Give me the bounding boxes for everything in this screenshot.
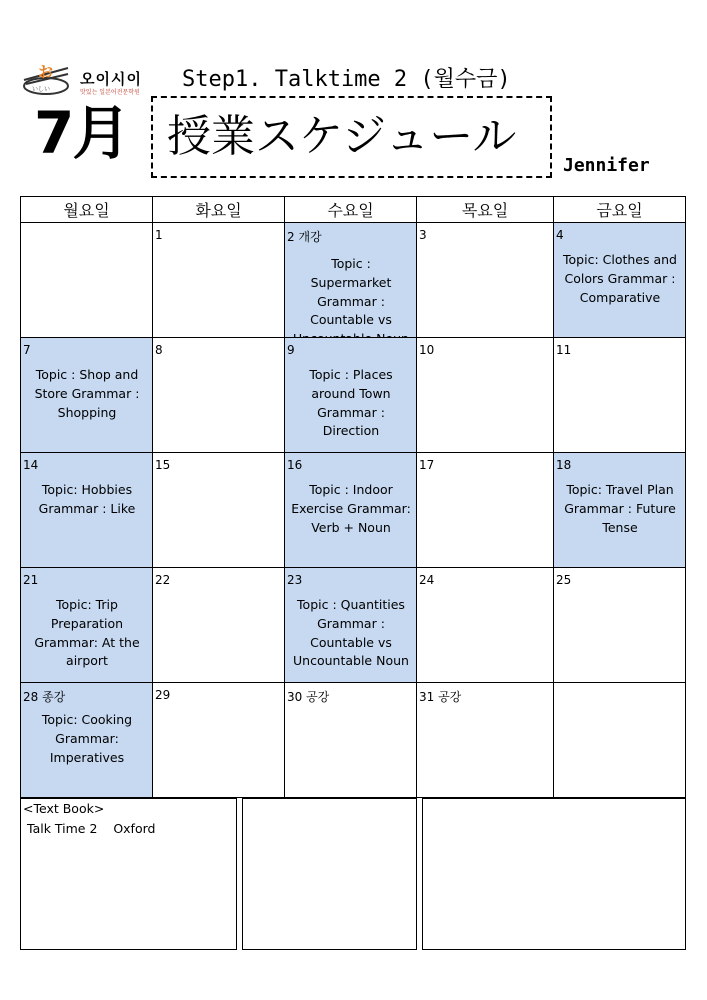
day-cell bbox=[554, 338, 686, 453]
day-number: 15 bbox=[155, 458, 171, 472]
lesson-topic: Topic: Trip Preparation Grammar: At the airport bbox=[34, 597, 140, 669]
schedule-title: 授業スケジュール bbox=[167, 111, 517, 162]
day-cell bbox=[554, 683, 686, 798]
week-row bbox=[21, 683, 686, 798]
day-cell bbox=[21, 223, 153, 338]
day-cell bbox=[417, 683, 554, 798]
schedule-title-box bbox=[151, 96, 552, 178]
day-cell bbox=[285, 223, 417, 338]
schedule-calendar bbox=[20, 196, 686, 798]
day-number: 1 bbox=[155, 228, 163, 242]
week-row bbox=[21, 223, 686, 338]
day-number: 10 bbox=[419, 343, 435, 357]
svg-text:お: お bbox=[38, 63, 54, 81]
lesson-topic: Topic: Hobbies Grammar : Like bbox=[38, 482, 136, 516]
day-cell bbox=[554, 223, 686, 338]
month-label: 7月 bbox=[34, 99, 129, 167]
notes-box bbox=[242, 798, 417, 950]
lesson-topic: Topic: Clothes and Colors Grammar : Comparative bbox=[563, 252, 677, 305]
weekday-header: 금요일 bbox=[554, 197, 686, 223]
day-cell bbox=[21, 683, 153, 798]
day-cell bbox=[21, 568, 153, 683]
day-number: 28 종강 bbox=[23, 690, 66, 704]
day-number: 8 bbox=[155, 343, 163, 357]
day-number: 23 bbox=[287, 573, 303, 587]
day-cell bbox=[417, 568, 554, 683]
lesson-topic: Topic : Quantities Grammar : Countable vs Uncountable Noun bbox=[293, 597, 409, 669]
day-number: 25 bbox=[556, 573, 572, 587]
week-row bbox=[21, 453, 686, 568]
weekday-header-row bbox=[21, 197, 686, 223]
day-number: 21 bbox=[23, 573, 39, 587]
day-number: 24 bbox=[419, 573, 435, 587]
day-cell bbox=[285, 453, 417, 568]
day-number: 7 bbox=[23, 343, 31, 357]
week-row bbox=[21, 568, 686, 683]
lesson-topic: Topic : Shop and Store Grammar : Shopping bbox=[34, 367, 140, 420]
day-cell bbox=[417, 338, 554, 453]
day-cell bbox=[285, 683, 417, 798]
chopsticks-bowl-icon bbox=[22, 60, 70, 96]
day-cell bbox=[285, 568, 417, 683]
day-number: 18 bbox=[556, 458, 572, 472]
weekday-header: 수요일 bbox=[285, 197, 417, 223]
teacher-name: Jennifer bbox=[563, 155, 650, 176]
day-cell bbox=[285, 338, 417, 453]
weekday-header: 목요일 bbox=[417, 197, 554, 223]
day-cell bbox=[21, 453, 153, 568]
academy-logo bbox=[22, 60, 157, 96]
week-row bbox=[21, 338, 686, 453]
day-number: 29 bbox=[155, 688, 171, 702]
weekday-header: 월요일 bbox=[21, 197, 153, 223]
day-cell bbox=[153, 338, 285, 453]
logo-subtitle: 맛있는 일본어전문학원 bbox=[80, 89, 140, 96]
textbook-heading: <Text Book> bbox=[23, 801, 105, 816]
lesson-topic: Topic: Cooking Grammar: Imperatives bbox=[41, 712, 133, 765]
day-number: 30 공강 bbox=[287, 690, 330, 704]
textbook-box bbox=[20, 798, 237, 950]
lesson-topic: Topic: Travel Plan Grammar : Future Tense bbox=[564, 482, 676, 535]
lesson-topic: Topic : Places around Town Grammar : Direction bbox=[309, 367, 393, 439]
day-cell bbox=[153, 568, 285, 683]
svg-text:いしい: いしい bbox=[32, 86, 51, 93]
day-number: 17 bbox=[419, 458, 435, 472]
day-cell bbox=[554, 568, 686, 683]
day-cell bbox=[153, 453, 285, 568]
day-number: 11 bbox=[556, 343, 572, 357]
day-number: 4 bbox=[556, 228, 564, 242]
day-number: 31 공강 bbox=[419, 690, 462, 704]
day-number: 16 bbox=[287, 458, 303, 472]
weekday-header: 화요일 bbox=[153, 197, 285, 223]
day-number: 3 bbox=[419, 228, 427, 242]
day-number: 2 개강 bbox=[287, 230, 322, 244]
textbook-content: Talk Time 2 Oxford bbox=[27, 821, 156, 836]
logo-text: 오이시이 bbox=[80, 70, 142, 88]
day-number: 22 bbox=[155, 573, 171, 587]
day-cell bbox=[21, 338, 153, 453]
day-cell bbox=[417, 453, 554, 568]
notes-box bbox=[422, 798, 686, 950]
lesson-topic: Topic : Supermarket Grammar : Countable vs bbox=[310, 256, 392, 328]
lesson-topic: Topic : Indoor Exercise Grammar: Verb + Noun bbox=[291, 482, 411, 535]
day-cell bbox=[417, 223, 554, 338]
day-cell bbox=[554, 453, 686, 568]
day-number: 9 bbox=[287, 343, 295, 357]
course-title: Step1. Talktime 2 (월수금) bbox=[182, 67, 511, 92]
day-number: 14 bbox=[23, 458, 39, 472]
day-cell bbox=[153, 683, 285, 798]
day-cell bbox=[153, 223, 285, 338]
